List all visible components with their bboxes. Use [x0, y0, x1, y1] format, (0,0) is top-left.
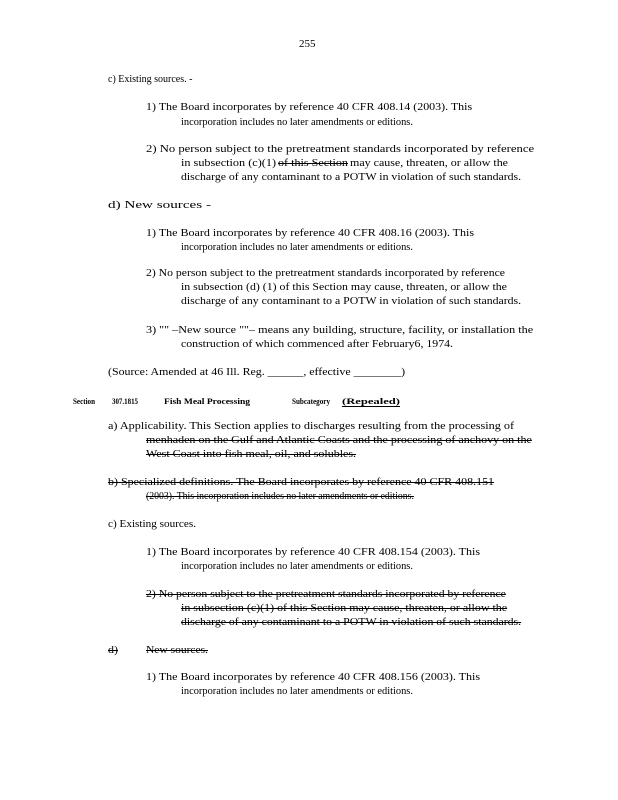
document-line: menhaden on the Gulf and Atlantic Coasts and the processing of anchovy on the [146, 435, 532, 446]
document-line: 2) No person subject to the pretreatment standards incorporated by reference [146, 144, 535, 155]
document-line: in subsection (c)(1) of this Section may cause, threaten, or allow the [181, 603, 508, 614]
section-heading-part: Fish Meal Processing [164, 397, 251, 406]
document-line: incorporation includes no later amendments or editions. [181, 242, 413, 253]
document-line: d) [108, 645, 119, 656]
document-line: b) Specialized definitions. The Board incorporates by reference 40 CFR 408.151 [108, 477, 495, 488]
repealed-underline [342, 406, 400, 407]
document-line: c) Existing sources. - [108, 74, 193, 85]
document-line: discharge of any contaminant to a POTW in violation of such standards. [181, 296, 522, 307]
document-line: c) Existing sources. [108, 519, 197, 530]
document-line: discharge of any contaminant to a POTW in violation of such standards. [181, 617, 522, 628]
document-line: New sources. [146, 645, 209, 656]
document-line: 2) No person subject to the pretreatment standards incorporated by reference [146, 268, 505, 279]
document-line: 3) "" –New source ""– means any building, structure, facility, or installation the [146, 325, 534, 336]
section-heading-part: Subcategory [292, 397, 331, 406]
document-line: 1) The Board incorporates by reference 40 CFR 408.14 (2003). This [146, 102, 473, 113]
document-line: incorporation includes no later amendments or editions. [181, 686, 413, 697]
document-line: 1) The Board incorporates by reference 40 CFR 408.154 (2003). This [146, 547, 481, 558]
document-line: 1) The Board incorporates by reference 40 CFR 408.16 (2003). This [146, 228, 475, 239]
document-line: in subsection (d) (1) of this Section may cause, threaten, or allow the [181, 282, 507, 293]
section-heading-part: Section [73, 397, 96, 406]
page-number: 255 [299, 38, 316, 50]
document-line: may cause, threaten, or allow the [350, 158, 509, 169]
section-heading-part: (Repealed) [342, 397, 400, 406]
document-line: West Coast into fish meal, oil, and solubles. [146, 449, 357, 460]
document-line: of this Section [278, 158, 348, 169]
document-line: 1) The Board incorporates by reference 40 CFR 408.156 (2003). This [146, 672, 481, 683]
document-line: discharge of any contaminant to a POTW in violation of such standards. [181, 172, 522, 183]
document-line: construction of which commenced after February6, 1974. [181, 339, 454, 350]
document-line: incorporation includes no later amendments or editions. [181, 117, 413, 128]
document-line: in subsection (c)(1) [181, 158, 277, 169]
document-line: d) New sources - [108, 200, 212, 211]
document-line: (Source: Amended at 46 Ill. Reg. ______, effective ________) [108, 367, 406, 378]
document-line: (2003). This incorporation includes no later amendments or editions. [146, 491, 414, 502]
document-line: a) Applicability. This Section applies to discharges resulting from the processing of [108, 421, 515, 432]
section-heading-part: 307.1815 [112, 397, 139, 406]
document-line: incorporation includes no later amendments or editions. [181, 561, 413, 572]
document-line: 2) No person subject to the pretreatment standards incorporated by reference [146, 589, 506, 600]
